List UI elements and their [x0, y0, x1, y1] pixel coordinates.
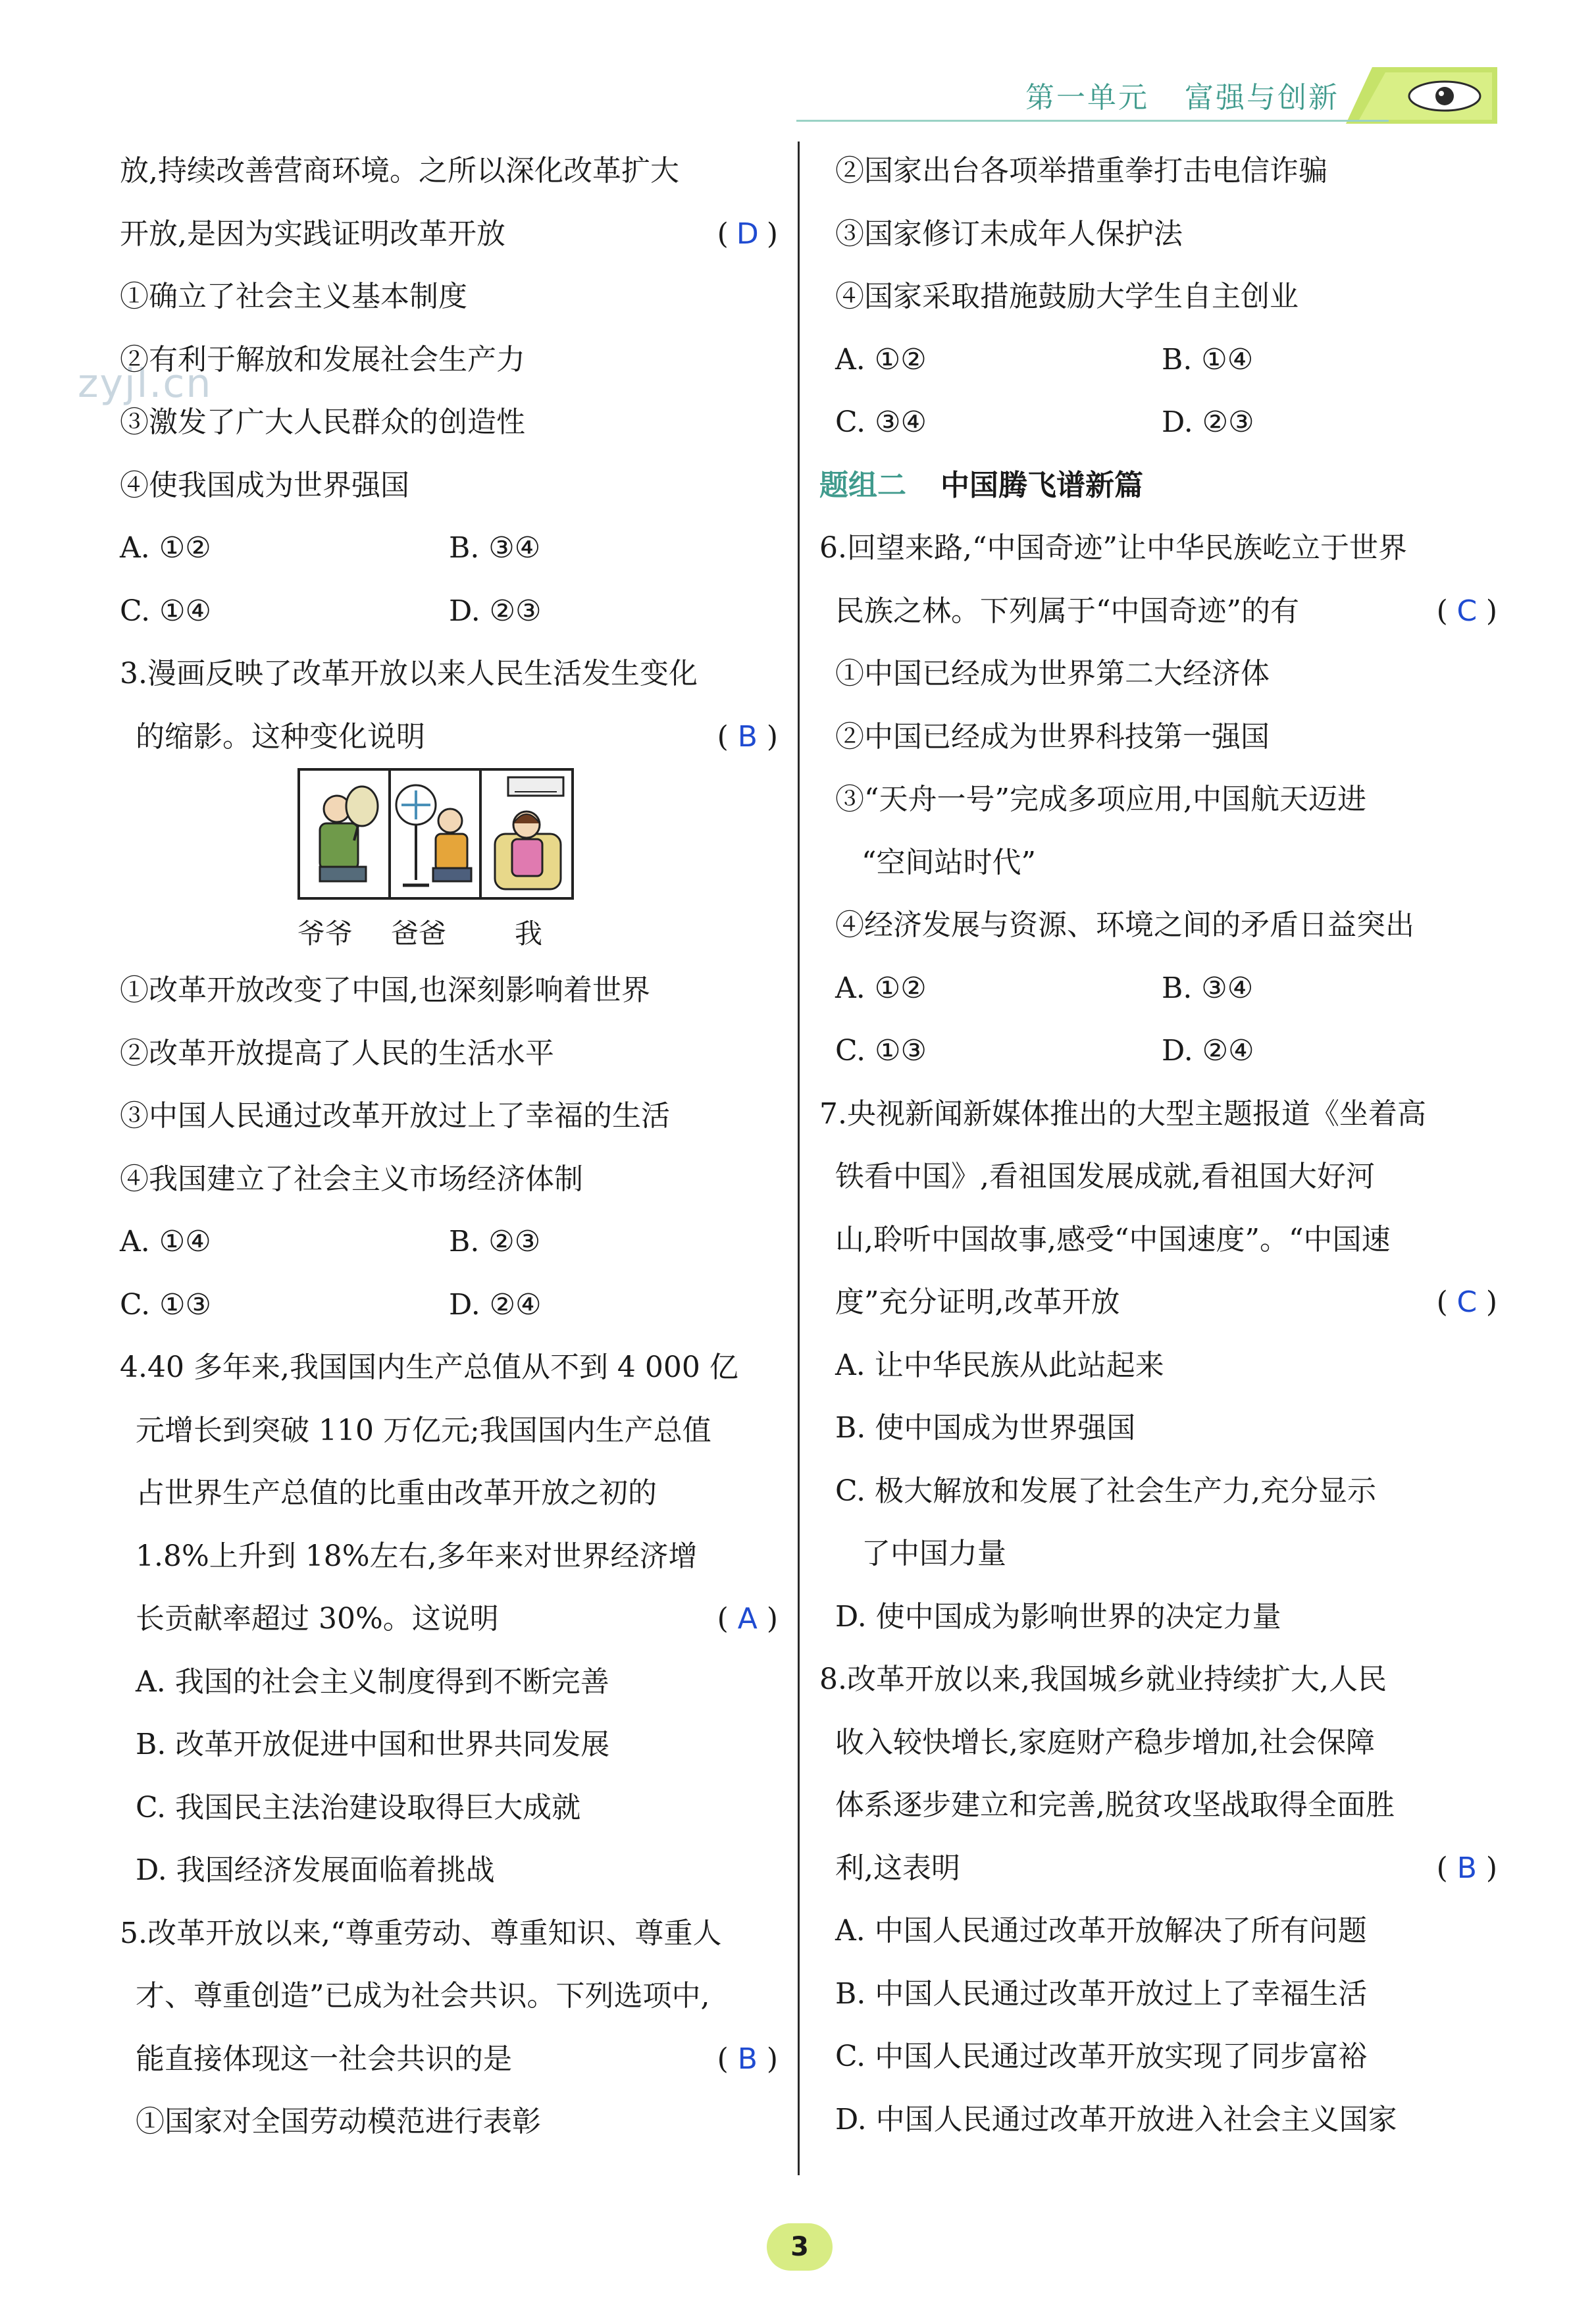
q3-option-4: ④我国建立了社会主义市场经济体制 — [120, 1162, 583, 1196]
q5-stem: 改革开放以来,“尊重劳动、尊重知识、尊重人 — [147, 1916, 722, 1950]
q6-text-line — [819, 517, 1497, 580]
q4-choice-c: C. 我国民主法治建设取得巨大成就 — [136, 1790, 581, 1824]
header-rule — [796, 120, 1389, 122]
q2-choices-ab — [120, 517, 778, 580]
choice-c: C. ①③ — [835, 1034, 927, 1068]
q5-choices-ab — [819, 328, 1497, 392]
q2-option-4: ④使我国成为世界强国 — [120, 468, 409, 502]
q4-text-line: 占世界生产总值的比重由改革开放之初的 — [136, 1476, 657, 1510]
q2-option-2: ②有利于解放和发展社会生产力 — [120, 342, 525, 376]
q5-answer-letter: B — [737, 2042, 758, 2076]
q8-answer: ( B ) — [1437, 1837, 1497, 1900]
choice-a: A. ①② — [120, 531, 211, 565]
q7-text-line: 铁看中国》,看祖国发展成就,看祖国大好河 — [835, 1160, 1375, 1193]
q3-text-line — [120, 706, 778, 769]
q6-option-3-cont: “空间站时代” — [862, 845, 1036, 879]
q3-option-3: ③中国人民通过改革开放过上了幸福的生活 — [120, 1099, 670, 1133]
q6-answer-letter: C — [1456, 594, 1478, 628]
q8-number: 8. — [819, 1663, 847, 1696]
q3-stem: 的缩影。这种变化说明 — [136, 719, 425, 754]
choice-b: B. ②③ — [449, 1225, 541, 1258]
caption-grandpa: 爷爷 — [297, 917, 353, 950]
q3-cartoon — [297, 768, 778, 959]
q5-number: 5. — [120, 1916, 147, 1950]
q6-choices-cd — [819, 1019, 1497, 1083]
q7-choice-c: C. 极大解放和发展了社会生产力,充分显示 — [835, 1474, 1377, 1508]
q7-text-line — [819, 1083, 1497, 1146]
q3-number: 3. — [120, 657, 147, 690]
q4-stem: 40 多年来,我国国内生产总值从不到 4 000 亿 — [147, 1351, 738, 1384]
q2-stem: 开放,是因为实践证明改革开放 — [120, 217, 505, 251]
q4-choice-b: B. 改革开放促进中国和世界共同发展 — [136, 1728, 610, 1761]
group-two-heading — [819, 454, 1497, 517]
caption-dad: 爸爸 — [391, 917, 447, 950]
q7-choice-b: B. 使中国成为世界强国 — [835, 1411, 1136, 1445]
q3-stem: 漫画反映了改革开放以来人民生活发生变化 — [147, 657, 698, 690]
q2-answer: ( D ) — [717, 203, 778, 266]
q7-stem: 央视新闻新媒体推出的大型主题报道《坐着高 — [846, 1096, 1426, 1131]
q3-text-line — [120, 642, 778, 706]
q5-answer: ( B ) — [717, 2028, 778, 2091]
caption-me: 我 — [515, 917, 543, 950]
unit-name: 富强与创新 — [1185, 81, 1339, 115]
q3-option-2: ②改革开放提高了人民的生活水平 — [120, 1036, 554, 1070]
q7-answer-letter: C — [1456, 1285, 1478, 1319]
q8-stem: 利,这表明 — [835, 1851, 960, 1885]
q5-choices-cd — [819, 391, 1497, 454]
q4-number: 4. — [120, 1351, 147, 1384]
q3-option-1: ①改革开放改变了中国,也深刻影响着世界 — [120, 973, 650, 1007]
q8-choice-d: D. 中国人民通过改革开放进入社会主义国家 — [835, 2102, 1397, 2136]
q7-choice-a: A. 让中华民族从此站起来 — [835, 1348, 1164, 1382]
q8-text-line — [819, 1837, 1497, 1900]
q2-option-1: ①确立了社会主义基本制度 — [120, 280, 467, 313]
q6-option-3: ③“天舟一号”完成多项应用,中国航天迈进 — [835, 783, 1366, 816]
q4-stem: 长贡献率超过 30%。这说明 — [136, 1602, 499, 1636]
q6-stem: 民族之林。下列属于“中国奇迹”的有 — [835, 594, 1299, 628]
choice-c: C. ①③ — [120, 1287, 211, 1322]
cartoon-illustration — [297, 768, 574, 900]
q6-choices-ab — [819, 957, 1497, 1020]
choice-d: D. ②④ — [449, 1287, 542, 1322]
q3-choices-ab — [120, 1210, 778, 1274]
group-label: 题组二 — [819, 468, 906, 502]
q6-option-2: ②中国已经成为世界科技第一强国 — [835, 719, 1270, 754]
q5-text-line — [120, 2028, 778, 2091]
choice-b: B. ③④ — [1162, 971, 1254, 1005]
q6-text-line — [819, 580, 1497, 643]
watermark: zyjl.cn — [78, 361, 213, 407]
q7-answer: ( C ) — [1437, 1271, 1497, 1334]
q5-option-1: ①国家对全国劳动模范进行表彰 — [136, 2105, 541, 2138]
right-column — [819, 140, 1497, 2151]
q4-text-line: 元增长到突破 110 万亿元;我国国内生产总值 — [136, 1413, 711, 1447]
q4-text-line: 1.8%上升到 18%左右,多年来对世界经济增 — [136, 1539, 698, 1573]
q4-choice-d: D. 我国经济发展面临着挑战 — [136, 1853, 495, 1887]
page-number: 3 — [767, 2223, 833, 2271]
q2-option-3: ③激发了广大人民群众的创造性 — [120, 405, 525, 439]
choice-b: B. ③④ — [449, 531, 541, 565]
q5-option-3: ③国家修订未成年人保护法 — [835, 217, 1183, 251]
q4-choice-a: A. 我国的社会主义制度得到不断完善 — [136, 1664, 609, 1699]
q7-choice-c-cont: 了中国力量 — [862, 1537, 1006, 1570]
q5-option-4: ④国家采取措施鼓励大学生自主创业 — [835, 280, 1299, 313]
q4-answer-letter: A — [737, 1602, 758, 1636]
left-column — [120, 140, 778, 2154]
q6-number: 6. — [819, 531, 847, 565]
q5-option-2: ②国家出台各项举措重拳打击电信诈骗 — [835, 154, 1327, 188]
q8-choice-b: B. 中国人民通过改革开放过上了幸福生活 — [835, 1976, 1368, 2011]
q6-option-4: ④经济发展与资源、环境之间的矛盾日益突出 — [835, 908, 1414, 942]
q4-text-line — [120, 1587, 778, 1651]
q7-number: 7. — [819, 1096, 847, 1131]
q7-choice-d: D. 使中国成为影响世界的决定力量 — [835, 1599, 1281, 1634]
q6-stem: 回望来路,“中国奇迹”让中华民族屹立于世界 — [846, 531, 1407, 565]
q8-choice-c: C. 中国人民通过改革开放实现了同步富裕 — [835, 2040, 1368, 2073]
q8-choice-a: A. 中国人民通过改革开放解决了所有问题 — [835, 1914, 1367, 1948]
q5-text-line — [120, 1902, 778, 1965]
q2-text-line: 放,持续改善营商环境。之所以深化改革扩大 — [120, 154, 679, 188]
choice-b: B. ①④ — [1162, 342, 1254, 376]
choice-a: A. ①② — [835, 342, 927, 376]
choice-d: D. ②③ — [1162, 405, 1254, 439]
q2-choices-cd — [120, 580, 778, 643]
q8-text-line: 体系逐步建立和完善,脱贫攻坚战取得全面胜 — [835, 1788, 1395, 1822]
choice-a: A. ①④ — [120, 1225, 211, 1258]
q8-text-line: 收入较快增长,家庭财产稳步增加,社会保障 — [835, 1725, 1375, 1759]
q7-text-line — [819, 1271, 1497, 1334]
choice-d: D. ②④ — [1162, 1034, 1254, 1068]
q4-text-line — [120, 1336, 778, 1399]
q3-choices-cd — [120, 1274, 778, 1337]
unit-label: 第一单元 — [1025, 81, 1149, 115]
column-divider — [798, 142, 800, 2175]
q5-text-line: 才、尊重创造”已成为社会共识。下列选项中, — [136, 1979, 710, 2013]
q7-stem: 度”充分证明,改革开放 — [835, 1285, 1120, 1319]
q2-text-line — [120, 203, 778, 266]
q6-answer: ( C ) — [1437, 580, 1497, 643]
q3-answer-letter: B — [737, 719, 758, 754]
choice-a: A. ①② — [835, 971, 927, 1005]
header-eye-logo — [1346, 67, 1497, 124]
page-header — [0, 63, 1596, 129]
q6-option-1: ①中国已经成为世界第二大经济体 — [835, 657, 1270, 690]
q5-stem: 能直接体现这一社会共识的是 — [136, 2042, 512, 2076]
q3-answer: ( B ) — [717, 706, 778, 769]
q8-text-line — [819, 1648, 1497, 1711]
q2-answer-letter: D — [736, 217, 759, 251]
q8-stem: 改革开放以来,我国城乡就业持续扩大,人民 — [846, 1663, 1387, 1696]
q8-answer-letter: B — [1456, 1851, 1477, 1885]
q7-text-line: 山,聆听中国故事,感受“中国速度”。“中国速 — [835, 1222, 1391, 1256]
choice-d: D. ②③ — [449, 594, 542, 628]
choice-c: C. ③④ — [835, 405, 927, 439]
choice-c: C. ①④ — [120, 594, 211, 628]
q4-answer: ( A ) — [717, 1587, 778, 1651]
group-name: 中国腾飞谱新篇 — [940, 468, 1143, 502]
unit-title — [1025, 74, 1339, 116]
